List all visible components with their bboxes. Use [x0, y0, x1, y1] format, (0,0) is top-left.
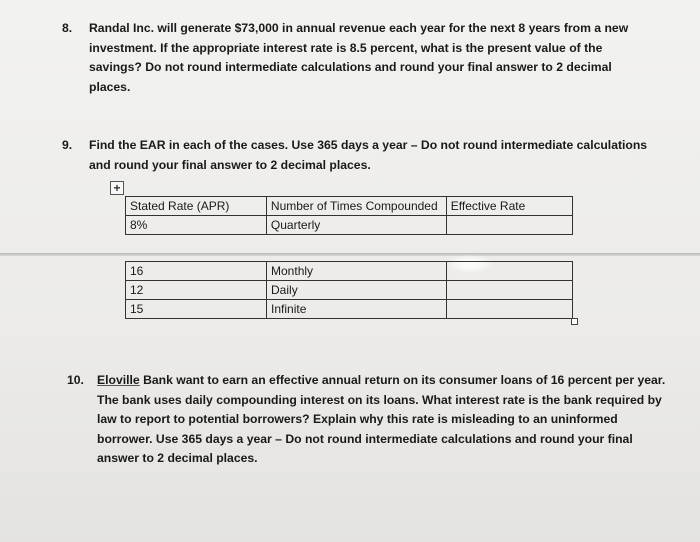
header-times-compounded[interactable]: Number of Times Compounded — [266, 197, 446, 216]
table-header-row — [126, 197, 573, 216]
bank-name: Eloville — [97, 373, 140, 387]
question-10-body: Bank want to earn an effective annual return on its consumer loans of 16 percent per year. The bank uses daily compounding interest on its loans. What interest rate is the bank required by law to report to potential borrowers? Explain why this rate is misleading to an uninformed borrower. Use 365 days a year – Do not round intermediate calculations and round your final answer to 2 decimal places. — [97, 373, 666, 465]
table-row — [126, 216, 573, 235]
table-row — [126, 300, 573, 319]
table-resize-handle-icon[interactable] — [571, 318, 578, 325]
question-10-number: 10. — [67, 373, 84, 387]
cell-compounding[interactable]: Daily — [267, 281, 447, 300]
cell-effective-rate[interactable] — [446, 262, 572, 281]
question-8-text: Randal Inc. will generate $73,000 in annual revenue each year for the next 8 years from a new investment. If the appropriate interest rate is 8.5 percent, what is the present value of the savings? Do not round intermediate calculations and round your final answer to 2 decimal places. — [89, 21, 629, 94]
cell-effective-rate[interactable] — [446, 281, 572, 300]
question-8-number: 8. — [62, 21, 73, 35]
cell-compounding[interactable]: Quarterly — [266, 216, 446, 235]
question-10-text — [97, 371, 667, 469]
cell-compounding[interactable]: Monthly — [267, 262, 447, 281]
cell-effective-rate[interactable] — [446, 216, 572, 235]
cell-rate[interactable]: 15 — [126, 300, 267, 319]
table-row — [126, 262, 573, 281]
header-effective-rate[interactable]: Effective Rate — [446, 197, 572, 216]
move-handle-icon[interactable]: + — [110, 181, 124, 195]
ear-table-top — [125, 196, 573, 235]
cell-rate[interactable]: 8% — [126, 216, 267, 235]
cell-rate[interactable]: 16 — [126, 262, 267, 281]
question-9-text: Find the EAR in each of the cases. Use 365 days a year – Do not round intermediate calculations and round your final answer to 2 decimal places. — [89, 138, 648, 172]
question-9-number: 9. — [62, 138, 73, 152]
cell-rate[interactable]: 12 — [126, 281, 267, 300]
cell-compounding[interactable]: Infinite — [267, 300, 447, 319]
ear-table-bottom — [125, 261, 573, 319]
page-break-line — [0, 253, 700, 256]
header-stated-rate[interactable]: Stated Rate (APR) — [126, 197, 267, 216]
table-row — [126, 281, 573, 300]
cell-effective-rate[interactable] — [446, 300, 572, 319]
